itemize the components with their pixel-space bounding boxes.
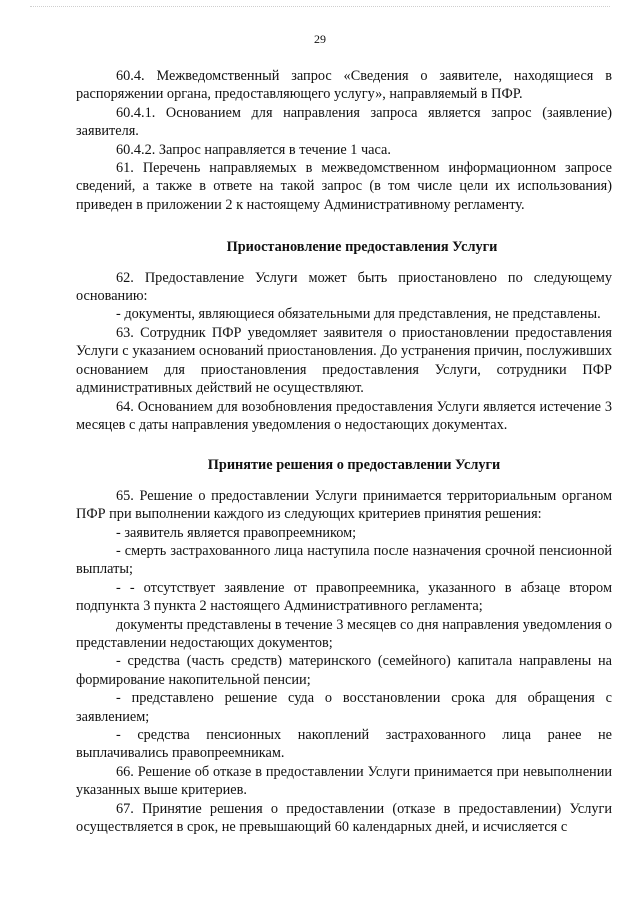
paragraph: 66. Решение об отказе в предоставлении Услуги принимается при невыполнении указанных выше критериев. [76, 763, 612, 799]
list-item: - смерть застрахованного лица наступила после назначения срочной пенсионной выплаты; [76, 542, 612, 578]
list-item: - - отсутствует заявление от правопреемника, указанного в абзаце втором подпункта 3 пункта 2 настоящего Административного регламента; [76, 579, 612, 615]
paragraph: 60.4.2. Запрос направляется в течение 1 часа. [116, 141, 391, 158]
list-item: - заявитель является правопреемником; [116, 524, 357, 541]
page-number: 29 [314, 32, 326, 46]
list-item: документы представлены в течение 3 месяцев со дня направления уведомления о представлении недостающих документов; [76, 616, 612, 651]
section-suspension [76, 269, 612, 435]
paragraph: - документы, являющиеся обязательными для представления, не представлены. [116, 306, 601, 323]
paragraph: 62. Предоставление Услуги может быть приостановлено по следующему основанию: [76, 269, 612, 305]
scan-edge-line [30, 6, 610, 7]
section-interagency-request [76, 67, 612, 214]
paragraph: 65. Решение о предоставлении Услуги принимается территориальным органом ПФР при выполнении каждого из следующих критериев принятия решения: [76, 487, 612, 523]
list-item: - средства пенсионных накоплений застрахованного лица ранее не выплачивались правопреемникам. [76, 727, 612, 762]
list-item: - средства (часть средств) материнского (семейного) капитала направлены на формирование накопительной пенсии; [76, 653, 612, 688]
paragraph: 60.4.1. Основанием для направления запроса является запрос (заявление) заявителя. [76, 104, 612, 140]
paragraph: 64. Основанием для возобновления предоставления Услуги является истечение 3 месяцев с даты направления уведомления о недостающих документах. [76, 398, 612, 433]
paragraph: 60.4. Межведомственный запрос «Сведения о заявителе, находящиеся в распоряжении органа, предоставляющего услугу», направляемый в ПФР. [76, 68, 612, 103]
paragraph: 67. Принятие решения о предоставлении (отказе в предоставлении) Услуги осуществляется в срок, не превышающий 60 календарных дней, и исчисляется с [76, 800, 612, 836]
section-heading-suspension: Приостановление предоставления Услуги [226, 239, 498, 256]
list-item: - представлено решение суда о восстановлении срока для обращения с заявлением; [76, 690, 612, 725]
document-body [76, 67, 612, 836]
paragraph: 61. Перечень направляемых в межведомственном информационном запросе сведений, а также в ответе на такой запрос (в том числе цели их использования) приведен в приложении 2 к настоящему Административному регламенту. [76, 160, 612, 213]
paragraph: 63. Сотрудник ПФР уведомляет заявителя о приостановлении предоставления Услуги с указанием оснований приостановления. До устранения причин, послуживших основанием для приостановления предоставления Услуги, сотрудники ПФР административных действий не осуществляют. [76, 324, 612, 397]
section-decision [76, 487, 612, 837]
section-heading-decision: Принятие решения о предоставлении Услуги [207, 457, 501, 474]
